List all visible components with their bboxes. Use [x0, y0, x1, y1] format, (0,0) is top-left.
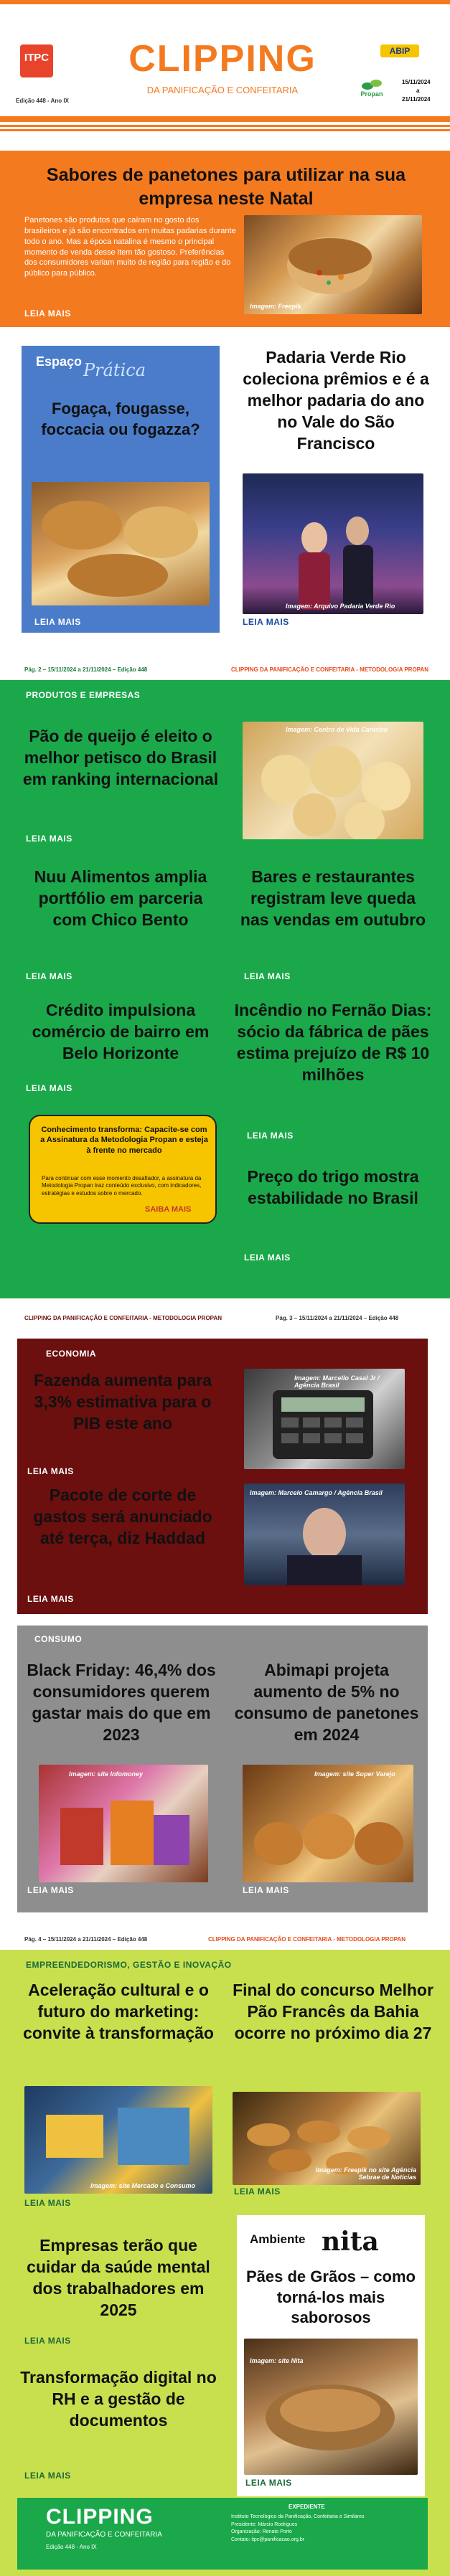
hero-panettone-section	[0, 151, 450, 327]
propan-leaf-icon	[357, 77, 386, 92]
promo-saiba-mais-link[interactable]: SAIBA MAIS	[145, 1205, 192, 1214]
ambiente-label: Ambiente	[250, 2232, 306, 2246]
masthead-title: CLIPPING	[128, 38, 317, 80]
propan-subscription-promo	[29, 1115, 217, 1224]
panettones-display-photo	[243, 1765, 413, 1882]
header-top-bar	[0, 0, 450, 4]
panettone-illustration	[244, 215, 422, 314]
fazenda-pib-caption: Imagem: Marcello Casal Jr / Agência Brasil	[294, 1374, 380, 1389]
footer-subtitle: DA PANIFICAÇÃO E CONFEITARIA	[46, 2531, 162, 2539]
consumo-section-title: CONSUMO	[34, 1634, 83, 1644]
aceleracao-cultural-headline[interactable]: Aceleração cultural e o futuro do marketing: convite à transformação	[23, 1981, 214, 2042]
bares-restaurantes-headline[interactable]: Bares e restaurantes registram leve queda nas vendas em outubro	[240, 867, 426, 929]
footer	[17, 2498, 428, 2570]
pratica-brand: Prática	[83, 360, 146, 380]
page2-strip-right: CLIPPING DA PANIFICAÇÃO E CONFEITARIA - METODOLOGIA PROPAN	[231, 666, 428, 673]
hero-body: Panetones são produtos que caíram no gosto dos brasileiros e já são encontrados em muitas padarias durante todo o ano. Mas a época natalina é mesmo o principal momento de venda desse item tão gostoso. Preferências dos consumidores variam muito de região para região e do público para público.	[24, 216, 236, 278]
economia-section	[17, 1339, 428, 1614]
pao-frances-read-more-link[interactable]: LEIA MAIS	[234, 2186, 281, 2197]
date-to: 21/11/2024	[402, 96, 431, 103]
footer-edition: Edição 448 - Ano IX	[46, 2544, 97, 2550]
black-friday-headline[interactable]: Black Friday: 46,4% dos consumidores querem gastar mais do que em 2023	[27, 1661, 216, 1744]
header-rule-2	[0, 125, 450, 127]
itpc-logo	[20, 44, 53, 77]
page2-section-title: PRODUTOS E EMPRESAS	[26, 690, 141, 700]
saude-mental-read-more-link[interactable]: LEIA MAIS	[24, 2336, 71, 2346]
calculator-photo	[244, 1369, 405, 1469]
page3-strip	[0, 1308, 450, 1329]
paes-graos-headline[interactable]: Pães de Grãos – como torná-los mais saborosos	[246, 2268, 416, 2327]
nuu-alimentos-read-more-link[interactable]: LEIA MAIS	[26, 971, 72, 981]
ambiente-nita-card	[237, 2215, 425, 2496]
preco-trigo-read-more-link[interactable]: LEIA MAIS	[244, 1252, 291, 1263]
padaria-award-photo	[243, 473, 423, 614]
bares-restaurantes-read-more-link[interactable]: LEIA MAIS	[244, 971, 291, 981]
espaco-label: Espaço	[36, 354, 83, 369]
pao-de-queijo-photo	[243, 722, 423, 839]
padaria-photo-caption: Imagem: Arquivo Padaria Verde Rio	[286, 603, 395, 610]
abip-logo-text: ABIP	[389, 46, 411, 56]
incendio-fernao-dias-headline[interactable]: Incêndio no Fernão Dias: sócio da fábrica de pães estima prejuízo de R$ 10 milhões	[234, 1001, 432, 1084]
page4-section-title: EMPREENDEDORISMO, GESTÃO E INOVAÇÃO	[26, 1960, 232, 1970]
black-friday-read-more-link[interactable]: LEIA MAIS	[27, 1885, 74, 1895]
date-separator: a	[416, 88, 420, 94]
haddad-headline[interactable]: Pacote de corte de gastos será anunciado até terça, diz Haddad	[33, 1486, 212, 1547]
credito-bairro-headline[interactable]: Crédito impulsiona comércio de bairro em Belo Horizonte	[32, 1001, 210, 1062]
pao-de-queijo-headline[interactable]: Pão de queijo é eleito o melhor petisco do Brasil em ranking internacional	[22, 727, 219, 788]
espaco-pratica-card	[22, 346, 220, 633]
footer-credit-line: Presidente: Márcio Rodrigues	[231, 2521, 298, 2527]
panettones-display-illustration	[243, 1765, 413, 1882]
footer-credit-line: Organização: Renato Porto	[231, 2529, 292, 2534]
footer-credits	[231, 2514, 419, 2544]
paes-graos-photo	[244, 2339, 418, 2475]
footer-credit-line: Instituto Tecnológico da Panificação, Confeitaria e Similares	[231, 2514, 365, 2519]
paes-graos-read-more-link[interactable]: LEIA MAIS	[245, 2478, 292, 2488]
abimapi-caption: Imagem: site Super Varejo	[314, 1770, 395, 1778]
marketing-illustration	[24, 2086, 212, 2194]
page4-strip	[0, 1930, 450, 1950]
padaria-award-illustration	[243, 473, 423, 614]
nita-brand: nita	[322, 2227, 379, 2257]
espaco-headline[interactable]: Fogaça, fougasse, foccacia ou fogazza?	[41, 400, 200, 438]
marketing-photo	[24, 2086, 212, 2194]
propan-logo-text: Propan	[360, 90, 383, 98]
padaria-headline[interactable]: Padaria Verde Rio coleciona prêmios e é a melhor padaria do ano no Vale do São Francisco	[243, 348, 429, 453]
fazenda-pib-headline[interactable]: Fazenda aumenta para 3,3% estimativa para o PIB este ano	[34, 1371, 212, 1433]
header-rule-3	[0, 129, 450, 131]
haddad-illustration	[244, 1483, 405, 1585]
header-rule-1	[0, 116, 450, 122]
padaria-read-more-link[interactable]: LEIA MAIS	[243, 617, 289, 627]
pao-de-queijo-caption: Imagem: Centro de Vida Canistro	[286, 726, 388, 733]
rh-digital-read-more-link[interactable]: LEIA MAIS	[24, 2471, 71, 2481]
propan-logo	[357, 77, 386, 98]
haddad-read-more-link[interactable]: LEIA MAIS	[27, 1594, 74, 1604]
espaco-read-more-link[interactable]: LEIA MAIS	[34, 617, 81, 627]
pao-frances-bahia-headline[interactable]: Final do concurso Melhor Pão Francês da Bahia ocorre no próximo dia 27	[233, 1981, 433, 2042]
fazenda-pib-read-more-link[interactable]: LEIA MAIS	[27, 1466, 74, 1476]
preco-trigo-headline[interactable]: Preço do trigo mostra estabilidade no Brasil	[247, 1167, 419, 1207]
page1-lower	[0, 327, 450, 638]
hero-headline[interactable]: Sabores de panetones para utilizar na sua empresa neste Natal	[46, 165, 406, 209]
hero-read-more-link[interactable]: LEIA MAIS	[24, 308, 71, 319]
footer-credit-line: Contato: itpc@panificacao.org.br	[231, 2537, 305, 2542]
hero-photo-caption: Imagem: Freepik	[250, 303, 301, 310]
page2-strip-left: Pág. 2 – 15/11/2024 a 21/11/2024 – Edição 448	[24, 666, 148, 673]
haddad-caption: Imagem: Marcelo Camargo / Agência Brasil	[250, 1489, 383, 1496]
footer-title: CLIPPING	[46, 2505, 154, 2529]
rh-digital-headline[interactable]: Transformação digital no RH e a gestão de documentos	[20, 2368, 217, 2430]
aceleracao-cultural-caption: Imagem: site Mercado e Consumo	[90, 2182, 196, 2189]
shopping-bags-illustration	[39, 1765, 208, 1882]
black-friday-caption: Imagem: site Infomoney	[69, 1770, 144, 1778]
abimapi-headline[interactable]: Abimapi projeta aumento de 5% no consumo de panetones em 2024	[234, 1661, 419, 1744]
footer-expediente-title: EXPEDIENTE	[289, 2504, 325, 2510]
aceleracao-cultural-read-more-link[interactable]: LEIA MAIS	[24, 2198, 71, 2208]
edition-label: Edição 448 - Ano IX	[16, 98, 69, 104]
focaccia-photo	[32, 482, 210, 605]
masthead-subtitle: DA PANIFICAÇÃO E CONFEITARIA	[146, 85, 299, 95]
page4-strip-right: CLIPPING DA PANIFICAÇÃO E CONFEITARIA - METODOLOGIA PROPAN	[208, 1936, 406, 1943]
page3-strip-right: Pág. 3 – 15/11/2024 a 21/11/2024 – Edição 448	[276, 1315, 399, 1321]
nuu-alimentos-headline[interactable]: Nuu Alimentos amplia portfólio em parceria com Chico Bento	[34, 867, 207, 929]
pao-frances-caption: Imagem: Freepik no site Agência Sebrae de Notícias	[315, 2166, 416, 2181]
page-3	[0, 1304, 450, 1921]
paes-graos-caption: Imagem: site Nita	[250, 2357, 304, 2364]
saude-mental-headline[interactable]: Empresas terão que cuidar da saúde mental dos trabalhadores em 2025	[27, 2236, 210, 2319]
economia-section-title: ECONOMIA	[46, 1349, 96, 1359]
abimapi-read-more-link[interactable]: LEIA MAIS	[243, 1885, 289, 1895]
credito-bairro-read-more-link[interactable]: LEIA MAIS	[26, 1083, 72, 1093]
pao-de-queijo-read-more-link[interactable]: LEIA MAIS	[26, 834, 72, 844]
itpc-logo-text: ITPC	[24, 52, 50, 64]
page4-strip-left: Pág. 4 – 15/11/2024 a 21/11/2024 – Edição 448	[24, 1936, 148, 1943]
incendio-read-more-link[interactable]: LEIA MAIS	[247, 1131, 294, 1141]
pao-frances-photo	[233, 2092, 421, 2185]
abip-logo	[380, 44, 419, 57]
page2-strip	[0, 660, 450, 680]
page3-strip-left: CLIPPING DA PANIFICAÇÃO E CONFEITARIA - METODOLOGIA PROPAN	[24, 1315, 222, 1321]
shopping-bags-photo	[39, 1765, 208, 1882]
pao-de-queijo-illustration	[243, 722, 423, 839]
promo-body: Para continuar com esse momento desafiador, a assinatura da Metodologia Propan traz conteúdo exclusivo, com indicadores, estratégias e estudos sobre o mercado.	[42, 1175, 202, 1197]
haddad-photo	[244, 1483, 405, 1585]
focaccia-illustration	[32, 482, 210, 605]
consumo-section	[17, 1626, 428, 1912]
page-4	[0, 1930, 450, 2576]
page-2	[0, 660, 450, 1298]
promo-title: Conhecimento transforma: Capacite-se com a Assinatura da Metodologia Propan e esteja à frente no mercado	[40, 1126, 208, 1155]
date-from: 15/11/2024	[402, 79, 431, 85]
page-1	[0, 0, 450, 649]
panettone-photo	[244, 215, 422, 314]
